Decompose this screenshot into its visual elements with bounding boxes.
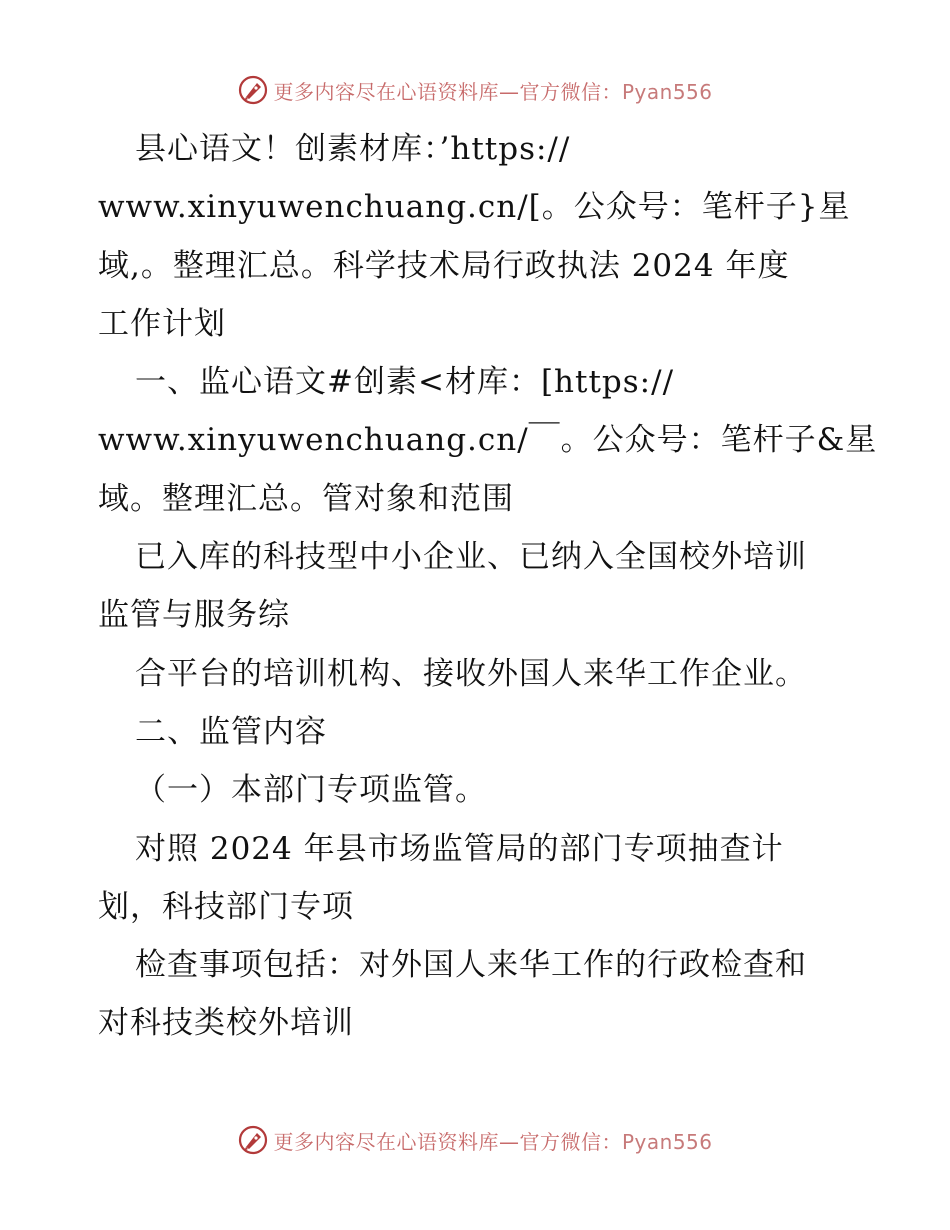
subsection-heading-line: （一）本部门专项监管。 [135,772,487,809]
banner-text [273,1126,712,1155]
body-line: 工作计划 [98,305,226,342]
header-banner-inner [237,74,712,106]
body-line: 划，科技部门专项 [98,888,354,925]
footer-banner [0,1120,950,1160]
body-line: 域。整理汇总。管对象和范围 [98,480,514,517]
body-line: www.xinyuwenchuang.cn/[。公众号：笔杆子}星 [98,189,851,226]
body-line: www.xinyuwenchuang.cn/￣。公众号：笔杆子&星 [98,422,878,459]
banner-text [273,76,712,105]
document-body [98,120,878,1053]
section-heading-line: 一、监心语文#创素<材库：[https:// [135,364,675,401]
body-line: 对科技类校外培训 [98,1005,354,1042]
pen-nib-logo-icon [237,1124,269,1156]
header-banner [0,70,950,110]
body-line: 已入库的科技型中小企业、已纳入全国校外培训 [135,539,807,576]
section-heading-line: 二、监管内容 [135,713,327,750]
body-line: 合平台的培训机构、接收外国人来华工作企业。 [135,655,807,692]
pen-nib-logo-icon [237,74,269,106]
banner-wechat-account: Pyan556 [621,1129,713,1154]
banner-message: 更多内容尽在心语资料库—官方微信： [273,79,622,104]
banner-message: 更多内容尽在心语资料库—官方微信： [273,1129,622,1154]
footer-banner-inner [237,1124,712,1156]
body-line: 监管与服务综 [98,597,290,634]
body-line: 县心语文！创素材库：’https:// [135,131,571,167]
body-line: 对照 2024 年县市场监管局的部门专项抽查计 [135,830,784,867]
body-line: 检查事项包括：对外国人来华工作的行政检查和 [135,947,807,984]
body-line: 域,。整理汇总。科学技术局行政执法 2024 年度 [98,247,790,284]
banner-wechat-account: Pyan556 [621,79,713,104]
